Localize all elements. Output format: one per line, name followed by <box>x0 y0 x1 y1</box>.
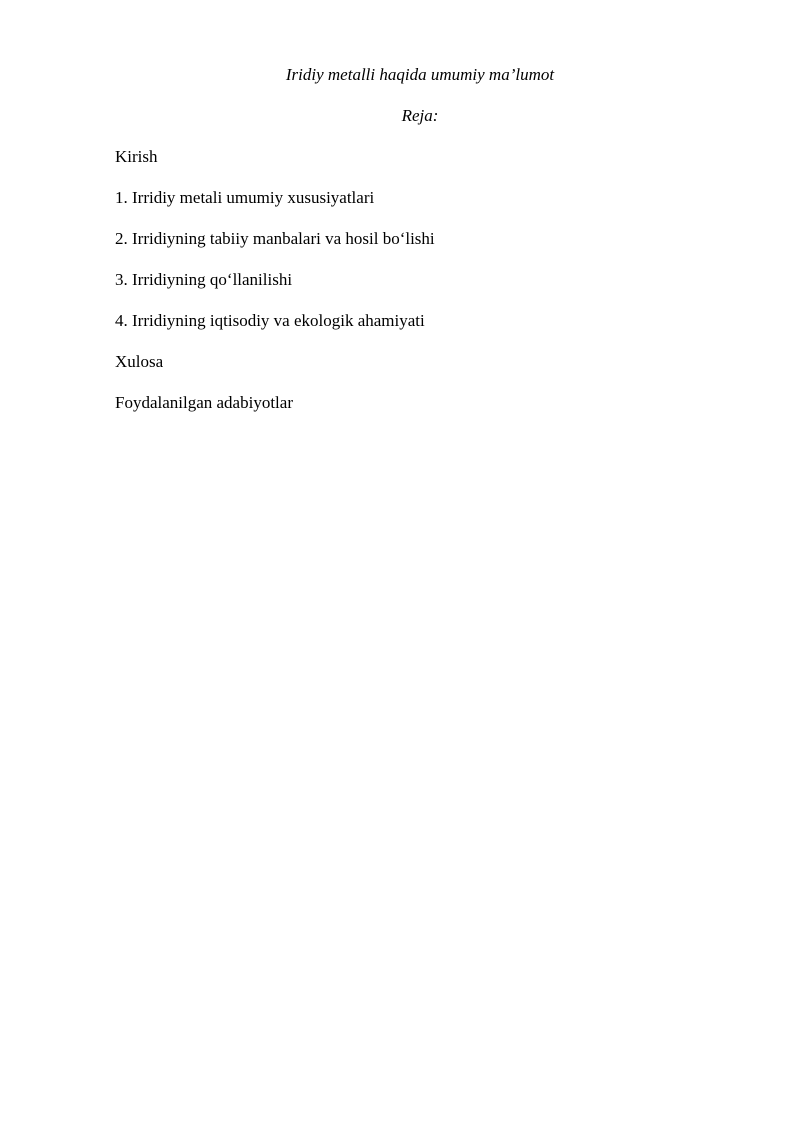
plan-item-introduction: Kirish <box>115 147 158 166</box>
plan-item-references: Foydalanilgan adabiyotlar <box>115 393 293 412</box>
plan-item-4: 4. Irridiyning iqtisodiy va ekologik ahamiyati <box>115 311 425 330</box>
plan-item-conclusion: Xulosa <box>115 352 164 371</box>
plan-list <box>115 147 435 434</box>
plan-item-3: 3. Irridiyning qo‘llanilishi <box>115 270 293 289</box>
plan-heading: Reja: <box>401 106 439 125</box>
plan-item-1: 1. Irridiy metali umumiy xususiyatlari <box>115 188 375 207</box>
plan-item-2: 2. Irridiyning tabiiy manbalari va hosil bo‘lishi <box>115 229 435 248</box>
document-title: Iridiy metalli haqida umumiy ma’lumot <box>285 65 555 84</box>
